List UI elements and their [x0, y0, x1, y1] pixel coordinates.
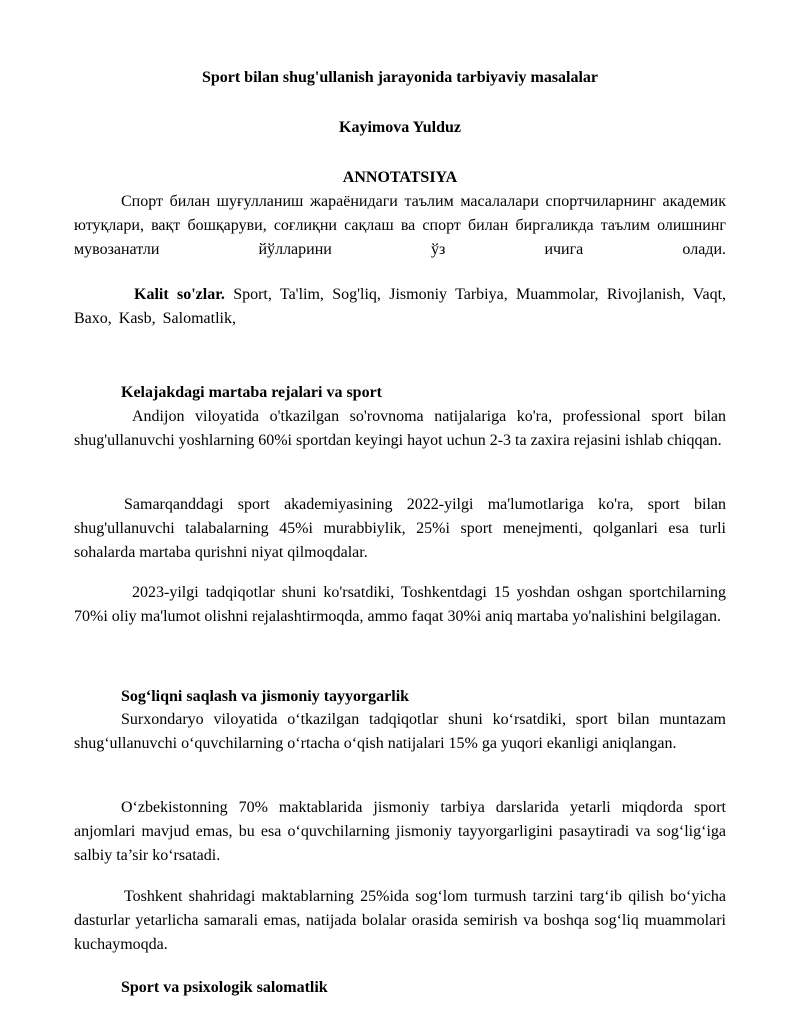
keywords-label: Kalit so'zlar.	[134, 286, 225, 303]
section-heading: Kelajakdagi martaba rejalari va sport	[121, 384, 383, 401]
section-paragraph: Andijon viloyatida o'tkazilgan so'rovnoma natijalariga ko'ra, professional sport bilan shug'ullanuvchi yoshlarning 60%i sportdan keyingi hayot uchun 2-3 ta zaxira rejasini ishlab chiqqan.	[74, 408, 726, 449]
keywords-text: Sport, Ta'lim, Sog'liq, Jismoniy Tarbiya, Muammolar, Rivojlanish, Vaqt, Baxo, Kasb, Salomatlik,	[74, 286, 727, 327]
section-heading: Sog‘liqni saqlash va jismoniy tayyorgarlik	[121, 688, 410, 705]
section-paragraph: Samarqanddagi sport akademiyasining 2022-yilgi ma'lumotlariga ko'ra, sport bilan shug'ullanuvchi talabalarning 45%i murabbiylik, 25%i sport menejmenti, qolganlari esa turli sohalarda martaba qurishni niyat qilmoqdalar.	[74, 496, 726, 561]
paper-author: Kayimova Yulduz	[339, 119, 461, 136]
section-paragraph: Toshkent shahridagi maktablarning 25%ida sog‘lom turmush tarzini targ‘ib qilish bo‘yicha dasturlar yetarlicha samarali emas, natijada bolalar orasida semirish va boshqa sog‘liq muammolari kuchaymoqda.	[74, 888, 726, 953]
section-paragraph: 2023-yilgi tadqiqotlar shuni ko'rsatdiki, Toshkentdagi 15 yoshdan oshgan sportchilarning 70%i oliy ma'lumot olishni rejalashtirmoqda, ammo faqat 30%i aniq martaba yo'nalishini belgilagan.	[74, 584, 726, 625]
abstract-heading: ANNOTATSIYA	[342, 169, 458, 186]
section-paragraph: O‘zbekistonning 70% maktablarida jismoniy tarbiya darslarida yetarli miqdorda sport anjomlari mavjud emas, bu esa o‘quvchilarning jismoniy tayyorgarligini pasaytiradi va sog‘lig‘iga salbiy ta’sir ko‘rsatadi.	[74, 799, 726, 864]
section-heading: Sport va psixologik salomatlik	[121, 979, 328, 996]
keywords-paragraph	[74, 283, 726, 331]
abstract-text: Спорт билан шуғулланиш жараёнидаги таълим масалалари спортчиларнинг академик ютуқлари, вақт бошқаруви, соғлиқни сақлаш ва спорт билан биргаликда таълим олишнинг мувозанатли йўлларини ўз ичига олади.	[74, 193, 726, 258]
paper-title: Sport bilan shug'ullanish jarayonida tarbiyaviy masalalar	[201, 69, 599, 86]
section-paragraph: Surxondaryo viloyatida o‘tkazilgan tadqiqotlar shuni ko‘rsatdiki, sport bilan muntazam shug‘ullanuvchi o‘quvchilarning o‘rtacha o‘qish natijalari 15% ga yuqori ekanligi aniqlangan.	[74, 711, 726, 752]
